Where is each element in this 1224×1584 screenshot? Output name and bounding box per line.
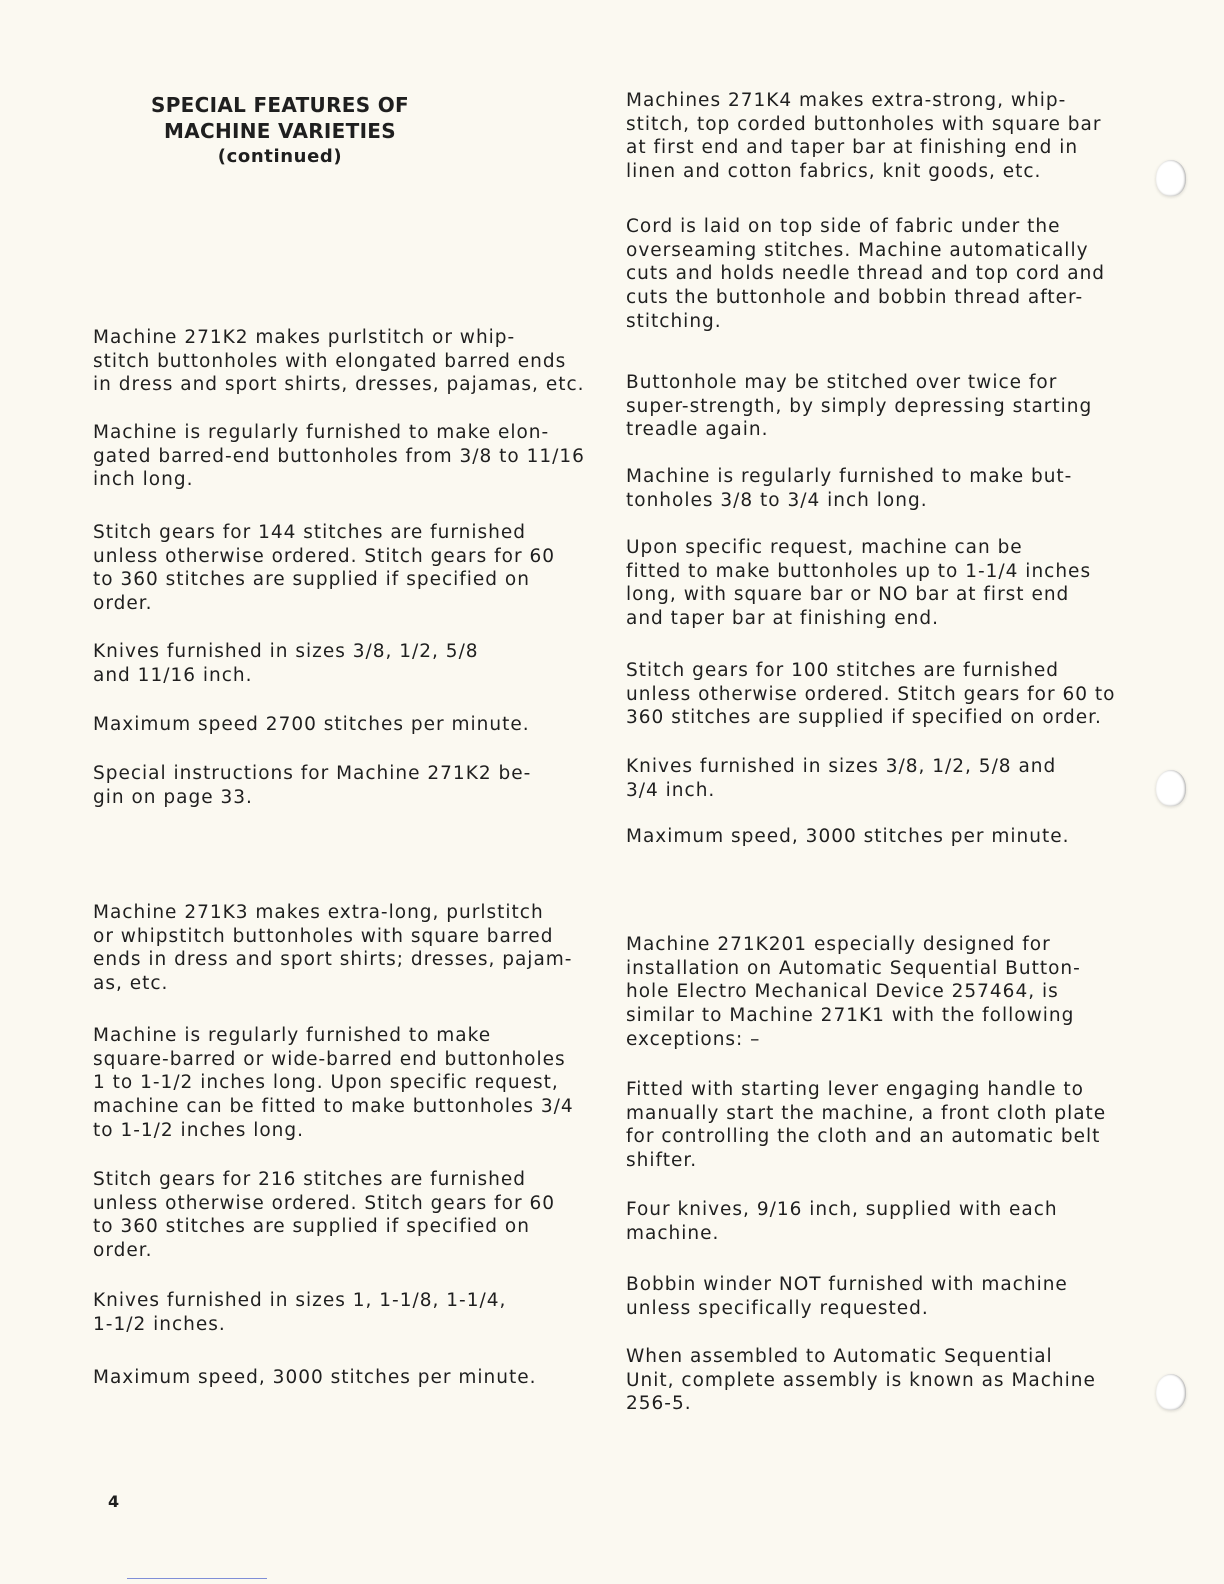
k3-intro-paragraph: Machine 271K3 makes extra-long, purlstitch or whipstitch buttonholes with square barred ends in dress and sport shirts; dresses, pajam- as, etc.	[93, 902, 573, 995]
k2-intro-paragraph: Machine 271K2 makes purlstitch or whip- stitch buttonholes with elongated barred ends in dress and sport shirts, dresses, pajamas, etc.	[93, 327, 585, 396]
punch-hole-bottom	[1156, 1374, 1186, 1410]
k4-knives-paragraph: Knives furnished in sizes 3/8, 1/2, 5/8 and 3/4 inch.	[626, 756, 1057, 801]
k2-gears-paragraph: Stitch gears for 144 stitches are furnished unless otherwise ordered. Stitch gears for 60 to 360 stitches are supplied if specified on order.	[93, 522, 556, 615]
k2-knives-paragraph: Knives furnished in sizes 3/8, 1/2, 5/8 and 11/16 inch.	[93, 641, 479, 686]
k4-speed-paragraph: Maximum speed, 3000 stitches per minute.	[626, 826, 1070, 847]
title-line-2: MACHINE VARIETIES	[164, 119, 396, 143]
punch-hole-top	[1156, 160, 1186, 196]
k4-stitched-paragraph: Buttonhole may be stitched over twice for super-strength, by simply depressing starting treadle again.	[626, 372, 1093, 441]
k2-furnished-paragraph: Machine is regularly furnished to make elon- gated barred-end buttonholes from 3/8 to 11/16 inch long.	[93, 422, 585, 491]
k3-speed-paragraph: Maximum speed, 3000 stitches per minute.	[93, 1367, 537, 1388]
k4-request-paragraph: Upon specific request, machine can be fitted to make buttonholes up to 1-1/4 inches long, with square bar or NO bar at first end and taper bar at finishing end.	[626, 537, 1092, 630]
page-number: 4	[108, 1492, 120, 1511]
k201-intro-paragraph: Machine 271K201 especially designed for installation on Automatic Sequential Button- hole Electro Mechanical Device 257464, is similar to Machine 271K1 with the following exceptions: –	[626, 934, 1081, 1050]
k4-cord-paragraph: Cord is laid on top side of fabric under the overseaming stitches. Machine automatically cuts and holds needle thread and top cord and cuts the buttonhole and bobbin thread after- stitching.	[626, 216, 1106, 332]
k201-knives-paragraph: Four knives, 9/16 inch, supplied with each machine.	[626, 1199, 1058, 1244]
k3-knives-paragraph: Knives furnished in sizes 1, 1-1/8, 1-1/4, 1-1/2 inches.	[93, 1290, 507, 1335]
k4-gears-paragraph: Stitch gears for 100 stitches are furnished unless otherwise ordered. Stitch gears for 60 to 360 stitches are supplied if specified on order.	[626, 660, 1116, 729]
k201-assembled-paragraph: When assembled to Automatic Sequential Unit, complete assembly is known as Machine 256-5.	[626, 1346, 1096, 1415]
page-title	[130, 92, 430, 170]
title-line-1: SPECIAL FEATURES OF	[151, 93, 409, 117]
k4-furnished-paragraph: Machine is regularly furnished to make but- tonholes 3/8 to 3/4 inch long.	[626, 466, 1073, 511]
k201-fitted-paragraph: Fitted with starting lever engaging handle to manually start the machine, a front cloth plate for controlling the cloth and an automatic belt shifter.	[626, 1079, 1107, 1172]
k3-gears-paragraph: Stitch gears for 216 stitches are furnished unless otherwise ordered. Stitch gears for 60 to 360 stitches are supplied if specified on order.	[93, 1169, 556, 1262]
k2-special-paragraph: Special instructions for Machine 271K2 be- gin on page 33.	[93, 763, 532, 808]
k3-furnished-paragraph: Machine is regularly furnished to make square-barred or wide-barred end buttonholes 1 to 1-1/2 inches long. Upon specific request, machine can be fitted to make buttonholes 3/4 to 1-1/2 inches long.	[93, 1025, 574, 1141]
punch-hole-middle	[1156, 770, 1186, 806]
k4-intro-paragraph: Machines 271K4 makes extra-strong, whip- stitch, top corded buttonholes with square bar at first end and taper bar at finishing end in linen and cotton fabrics, knit goods, etc.	[626, 90, 1102, 183]
k2-speed-paragraph: Maximum speed 2700 stitches per minute.	[93, 714, 530, 735]
k201-winder-paragraph: Bobbin winder NOT furnished with machine unless specifically requested.	[626, 1274, 1068, 1319]
bottom-divider	[127, 1578, 267, 1579]
title-line-3: (continued)	[217, 146, 343, 167]
